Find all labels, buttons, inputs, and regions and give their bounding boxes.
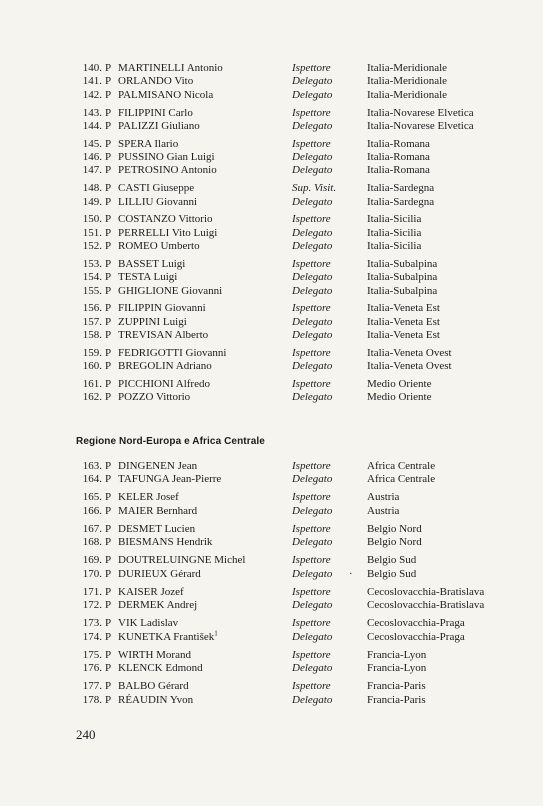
- member-name: [118, 62, 223, 75]
- member-name-text: ROMEO Umberto: [118, 240, 200, 252]
- entry-group: [0, 680, 543, 707]
- member-name-text: TESTA Luigi: [118, 271, 178, 284]
- title-abbrev: P: [105, 213, 112, 226]
- list-item: [0, 505, 543, 518]
- title-abbrev: P: [105, 62, 112, 74]
- member-role: Ispettore: [292, 377, 331, 390]
- member-province: Italia-Subalpina: [367, 257, 438, 270]
- entry-number: 175.: [82, 648, 102, 661]
- member-name-text: PALMISANO Nicola: [118, 88, 214, 101]
- member-name: [118, 271, 177, 284]
- member-province: Belgio Sud: [367, 554, 417, 567]
- member-role: Delegato: [292, 391, 333, 404]
- title-abbrev: P: [105, 599, 112, 612]
- member-role: Delegato: [292, 567, 333, 580]
- member-list-north-europe-section: [0, 460, 543, 707]
- entry-number: 148.: [82, 182, 102, 195]
- member-name: [118, 360, 212, 373]
- title-abbrev: P: [105, 164, 112, 177]
- member-name-text: DESMET Lucien: [118, 522, 196, 535]
- member-role: Delegato: [292, 329, 333, 341]
- entry-number: 178.: [82, 693, 102, 706]
- member-role: Delegato: [292, 662, 333, 675]
- member-name: [118, 213, 213, 226]
- member-name: [118, 347, 226, 360]
- entry-group: [0, 347, 543, 374]
- title-abbrev: P: [105, 536, 112, 549]
- list-item: [0, 599, 543, 612]
- member-name: [118, 505, 197, 518]
- stray-mark: ·: [349, 567, 353, 580]
- title-abbrev: P: [105, 693, 112, 706]
- member-role: Ispettore: [292, 213, 331, 226]
- member-role: Ispettore: [292, 257, 331, 270]
- member-name: [118, 491, 179, 504]
- title-abbrev: P: [105, 585, 112, 598]
- list-item: [0, 182, 543, 195]
- member-name-text: ZUPPINI Luigi: [118, 315, 187, 328]
- member-role: Delegato: [292, 119, 333, 132]
- entry-number: 162.: [82, 391, 102, 404]
- entry-group: [0, 302, 543, 342]
- member-name: [118, 107, 193, 120]
- member-name-text: LILLIU Giovanni: [118, 195, 198, 208]
- member-name-text: SPERA Ilario: [118, 137, 179, 150]
- member-name-text: KELER Josef: [118, 491, 179, 504]
- list-item: [0, 460, 543, 473]
- member-name-text: DURIEUX Gérard: [118, 567, 201, 580]
- member-province: Italia-Veneta Est: [367, 329, 440, 341]
- member-name-text: BREGOLIN Adriano: [118, 360, 212, 373]
- list-item: [0, 138, 543, 151]
- entry-number: 146.: [82, 151, 102, 163]
- entry-number: 166.: [82, 504, 102, 517]
- region-heading: Regione Nord-Europa e Africa Centrale: [76, 436, 265, 447]
- member-province: Medio Oriente: [367, 391, 432, 404]
- member-province: Italia-Veneta Est: [367, 315, 440, 328]
- title-abbrev: P: [105, 377, 112, 390]
- member-province: Africa Centrale: [367, 473, 436, 486]
- list-item: [0, 120, 543, 133]
- list-item: [0, 568, 543, 581]
- member-name: [118, 138, 178, 151]
- member-name-text: TREVISAN Alberto: [118, 329, 209, 341]
- entry-number: 165.: [82, 491, 102, 504]
- entry-group: [0, 460, 543, 487]
- entry-number: 156.: [82, 302, 102, 315]
- entry-number: 154.: [82, 271, 102, 284]
- title-abbrev: P: [105, 106, 112, 119]
- member-name: [118, 89, 213, 102]
- member-name: [118, 120, 200, 133]
- list-item: [0, 694, 543, 707]
- member-name: [118, 316, 187, 329]
- entry-group: [0, 586, 543, 613]
- entry-number: 155.: [82, 284, 102, 297]
- list-item: [0, 554, 543, 567]
- list-item: [0, 302, 543, 315]
- member-name-text: GHIGLIONE Giovanni: [118, 284, 223, 297]
- member-province: Cecoslovacchia-Praga: [367, 617, 465, 630]
- title-abbrev: P: [105, 315, 112, 328]
- member-province: Italia-Meridionale: [367, 88, 448, 101]
- title-abbrev: P: [105, 460, 112, 472]
- title-abbrev: P: [105, 554, 112, 567]
- member-name-text: FEDRIGOTTI Giovanni: [118, 346, 227, 359]
- list-item: [0, 62, 543, 75]
- member-name: [118, 258, 185, 271]
- list-item: [0, 75, 543, 88]
- entry-group: [0, 491, 543, 518]
- member-role: Delegato: [292, 599, 333, 612]
- member-role: Delegato: [292, 88, 333, 101]
- member-name: [118, 302, 206, 315]
- member-province: Africa Centrale: [367, 460, 436, 472]
- member-province: Italia-Sicilia: [367, 213, 422, 226]
- entry-group: [0, 107, 543, 134]
- title-abbrev: P: [105, 137, 112, 150]
- title-abbrev: P: [105, 119, 112, 132]
- member-name-text: KUNETKA František: [118, 630, 215, 643]
- entry-number: 157.: [82, 315, 102, 328]
- member-role: Delegato: [292, 284, 333, 297]
- list-item: [0, 391, 543, 404]
- member-province: Francia-Paris: [367, 693, 426, 706]
- member-province: Cecoslovacchia-Praga: [367, 630, 465, 643]
- member-role: Delegato: [292, 536, 333, 549]
- member-role: Delegato: [292, 630, 333, 643]
- member-name-text: PERRELLI Vito Luigi: [118, 226, 218, 239]
- entry-number: 160.: [82, 360, 102, 373]
- member-name: [118, 460, 197, 473]
- member-role: Ispettore: [292, 302, 331, 315]
- member-role: Delegato: [292, 195, 333, 208]
- entry-group: [0, 62, 543, 102]
- member-name-text: KLENCK Edmond: [118, 662, 203, 675]
- title-abbrev: P: [105, 195, 112, 208]
- member-role: Ispettore: [292, 460, 331, 472]
- member-province: Italia-Novarese Elvetica: [367, 119, 474, 132]
- member-role: Delegato: [292, 151, 333, 163]
- entry-number: 174.: [82, 630, 102, 643]
- list-item: [0, 662, 543, 675]
- entry-group: [0, 182, 543, 209]
- member-name: [118, 523, 195, 536]
- list-item: [0, 491, 543, 504]
- member-province: Italia-Veneta Est: [367, 302, 440, 315]
- member-role: Delegato: [292, 360, 333, 373]
- member-name: [118, 599, 197, 612]
- member-name: [118, 680, 189, 693]
- member-name: [118, 391, 190, 404]
- member-name: [118, 151, 215, 164]
- member-name: [118, 329, 208, 342]
- member-role: Delegato: [292, 164, 333, 177]
- member-name-text: MAIER Bernhard: [118, 504, 198, 517]
- title-abbrev: P: [105, 151, 112, 163]
- member-role: Ispettore: [292, 522, 331, 535]
- member-name-text: RÉAUDIN Yvon: [118, 693, 194, 706]
- member-province: Italia-Meridionale: [367, 75, 448, 88]
- entry-number: 173.: [82, 617, 102, 630]
- entry-number: 161.: [82, 377, 102, 390]
- list-item: [0, 586, 543, 599]
- member-name-text: POZZO Vittorio: [118, 391, 191, 404]
- member-name-text: CASTI Giuseppe: [118, 182, 195, 195]
- list-item: [0, 680, 543, 693]
- member-name: [118, 164, 217, 177]
- title-abbrev: P: [105, 88, 112, 101]
- member-name: [118, 554, 245, 567]
- list-item: [0, 151, 543, 164]
- member-province: Italia-Sardegna: [367, 195, 435, 208]
- member-role: Ispettore: [292, 617, 331, 630]
- page-number: 240: [76, 727, 96, 742]
- member-name-text: BIESMANS Hendrik: [118, 536, 213, 549]
- member-province: Italia-Veneta Ovest: [367, 360, 452, 373]
- title-abbrev: P: [105, 226, 112, 239]
- title-abbrev: P: [105, 360, 112, 373]
- list-item: [0, 164, 543, 177]
- entry-group: [0, 617, 543, 644]
- member-name-text: FILIPPIN Giovanni: [118, 302, 206, 315]
- member-name: [118, 694, 193, 707]
- member-name-text: TAFUNGA Jean-Pierre: [118, 473, 222, 486]
- list-item: [0, 107, 543, 120]
- member-role: Ispettore: [292, 137, 331, 150]
- member-province: Francia-Lyon: [367, 648, 427, 661]
- entry-group: [0, 649, 543, 676]
- entry-number: 149.: [82, 195, 102, 208]
- list-item: [0, 329, 543, 342]
- title-abbrev: P: [105, 391, 112, 404]
- entry-number: 142.: [82, 88, 102, 101]
- member-name-text: PUSSINO Gian Luigi: [118, 151, 215, 163]
- entry-number: 140.: [82, 62, 102, 74]
- entry-number: 153.: [82, 257, 102, 270]
- member-province: Cecoslovacchia-Bratislava: [367, 585, 485, 598]
- member-role: Sup. Visit.: [292, 182, 337, 195]
- member-province: Italia-Subalpina: [367, 271, 438, 284]
- entry-number: 168.: [82, 536, 102, 549]
- member-name: [118, 378, 210, 391]
- member-name-text: DINGENEN Jean: [118, 460, 198, 472]
- member-role: Delegato: [292, 693, 333, 706]
- member-name: [118, 662, 203, 675]
- entry-group: [0, 378, 543, 405]
- member-name-text: WIRTH Morand: [118, 648, 191, 661]
- member-province: Austria: [367, 504, 400, 517]
- entry-number: 167.: [82, 522, 102, 535]
- member-name-text: MARTINELLI Antonio: [118, 62, 223, 74]
- title-abbrev: P: [105, 662, 112, 675]
- entry-group: [0, 258, 543, 298]
- entry-number: 164.: [82, 473, 102, 486]
- member-province: Francia-Paris: [367, 680, 426, 693]
- member-name: [118, 536, 212, 549]
- member-province: Italia-Sicilia: [367, 226, 422, 239]
- member-name: [118, 75, 193, 88]
- list-item: [0, 536, 543, 549]
- member-province: Medio Oriente: [367, 377, 432, 390]
- member-role: Delegato: [292, 315, 333, 328]
- member-role: Delegato: [292, 226, 333, 239]
- title-abbrev: P: [105, 75, 112, 88]
- entry-number: 171.: [82, 585, 102, 598]
- member-name: [118, 240, 200, 253]
- member-role: Delegato: [292, 240, 333, 252]
- entry-number: 170.: [82, 567, 102, 580]
- entry-number: 163.: [82, 460, 102, 472]
- entry-group: [0, 523, 543, 550]
- member-role: Ispettore: [292, 680, 331, 693]
- list-item: [0, 285, 543, 298]
- member-role: Ispettore: [292, 585, 331, 598]
- entry-number: 141.: [82, 75, 102, 88]
- member-name-text: PICCHIONI Alfredo: [118, 377, 210, 390]
- member-role: Delegato: [292, 504, 333, 517]
- member-name: [118, 649, 191, 662]
- title-abbrev: P: [105, 271, 112, 284]
- list-item: [0, 213, 543, 226]
- member-role: Ispettore: [292, 62, 331, 74]
- entry-number: 169.: [82, 554, 102, 567]
- member-list-italy-section: [0, 62, 543, 405]
- member-province: Italia-Meridionale: [367, 62, 448, 74]
- list-item: [0, 89, 543, 102]
- list-item: [0, 196, 543, 209]
- member-name: [118, 473, 221, 486]
- footnote-mark: 1: [214, 629, 218, 638]
- title-abbrev: P: [105, 346, 112, 359]
- entry-number: 145.: [82, 137, 102, 150]
- entry-number: 150.: [82, 213, 102, 226]
- member-role: Delegato: [292, 271, 333, 284]
- member-name: [118, 182, 194, 195]
- member-province: Italia-Romana: [367, 151, 430, 163]
- list-item: [0, 258, 543, 271]
- title-abbrev: P: [105, 491, 112, 504]
- member-province: Italia-Sardegna: [367, 182, 435, 195]
- member-role: Ispettore: [292, 554, 331, 567]
- member-role: Ispettore: [292, 491, 331, 504]
- member-role: Delegato: [292, 75, 333, 88]
- member-province: Belgio Sud: [367, 567, 417, 580]
- member-name: [118, 568, 201, 581]
- list-item: [0, 227, 543, 240]
- list-item: [0, 617, 543, 630]
- entry-number: 151.: [82, 226, 102, 239]
- entry-group: [0, 554, 543, 581]
- member-role: Ispettore: [292, 106, 331, 119]
- title-abbrev: P: [105, 240, 112, 252]
- list-item: [0, 271, 543, 284]
- title-abbrev: P: [105, 680, 112, 693]
- member-name-text: BASSET Luigi: [118, 257, 186, 270]
- member-name: [118, 617, 178, 630]
- member-name-text: DOUTRELUINGNE Michel: [118, 554, 246, 567]
- member-name: [118, 631, 218, 644]
- member-name-text: ORLANDO Vito: [118, 75, 194, 88]
- entry-number: 144.: [82, 119, 102, 132]
- entry-number: 158.: [82, 329, 102, 341]
- member-name: [118, 227, 217, 240]
- member-province: Cecoslovacchia-Bratislava: [367, 599, 485, 612]
- member-province: Belgio Nord: [367, 522, 422, 535]
- member-name: [118, 285, 222, 298]
- entry-number: 147.: [82, 164, 102, 177]
- title-abbrev: P: [105, 182, 112, 195]
- title-abbrev: P: [105, 329, 112, 341]
- entry-group: [0, 138, 543, 178]
- member-name-text: KAISER Jozef: [118, 585, 184, 598]
- member-role: Delegato: [292, 473, 333, 486]
- title-abbrev: P: [105, 504, 112, 517]
- entry-number: 159.: [82, 346, 102, 359]
- title-abbrev: P: [105, 648, 112, 661]
- member-role: Ispettore: [292, 648, 331, 661]
- list-item: [0, 631, 543, 644]
- member-name-text: DERMEK Andrej: [118, 599, 198, 612]
- list-item: [0, 649, 543, 662]
- title-abbrev: P: [105, 567, 112, 580]
- member-name-text: PETROSINO Antonio: [118, 164, 217, 177]
- title-abbrev: P: [105, 630, 112, 643]
- entry-number: 176.: [82, 662, 102, 675]
- title-abbrev: P: [105, 257, 112, 270]
- member-province: Italia-Veneta Ovest: [367, 346, 452, 359]
- member-name: [118, 586, 184, 599]
- list-item: [0, 347, 543, 360]
- list-item: [0, 378, 543, 391]
- list-item: [0, 316, 543, 329]
- entry-number: 177.: [82, 680, 102, 693]
- member-name-text: VIK Ladislav: [118, 617, 179, 630]
- member-name-text: PALIZZI Giuliano: [118, 119, 200, 132]
- member-province: Austria: [367, 491, 400, 504]
- list-item: [0, 360, 543, 373]
- member-province: Italia-Sicilia: [367, 240, 422, 252]
- title-abbrev: P: [105, 522, 112, 535]
- entry-number: 143.: [82, 106, 102, 119]
- list-item: [0, 523, 543, 536]
- member-name-text: FILIPPINI Carlo: [118, 106, 193, 119]
- list-item: [0, 473, 543, 486]
- member-name-text: BALBO Gérard: [118, 680, 189, 693]
- title-abbrev: P: [105, 473, 112, 486]
- member-province: Francia-Lyon: [367, 662, 427, 675]
- member-province: Italia-Romana: [367, 164, 430, 177]
- member-role: Ispettore: [292, 346, 331, 359]
- entry-group: [0, 213, 543, 253]
- entry-number: 152.: [82, 240, 102, 252]
- member-province: Belgio Nord: [367, 536, 422, 549]
- member-province: Italia-Novarese Elvetica: [367, 106, 474, 119]
- list-item: [0, 240, 543, 253]
- title-abbrev: P: [105, 284, 112, 297]
- member-name: [118, 196, 197, 209]
- title-abbrev: P: [105, 302, 112, 315]
- member-name-text: COSTANZO Vittorio: [118, 213, 213, 226]
- title-abbrev: P: [105, 617, 112, 630]
- entry-number: 172.: [82, 599, 102, 612]
- member-province: Italia-Subalpina: [367, 284, 438, 297]
- member-province: Italia-Romana: [367, 137, 430, 150]
